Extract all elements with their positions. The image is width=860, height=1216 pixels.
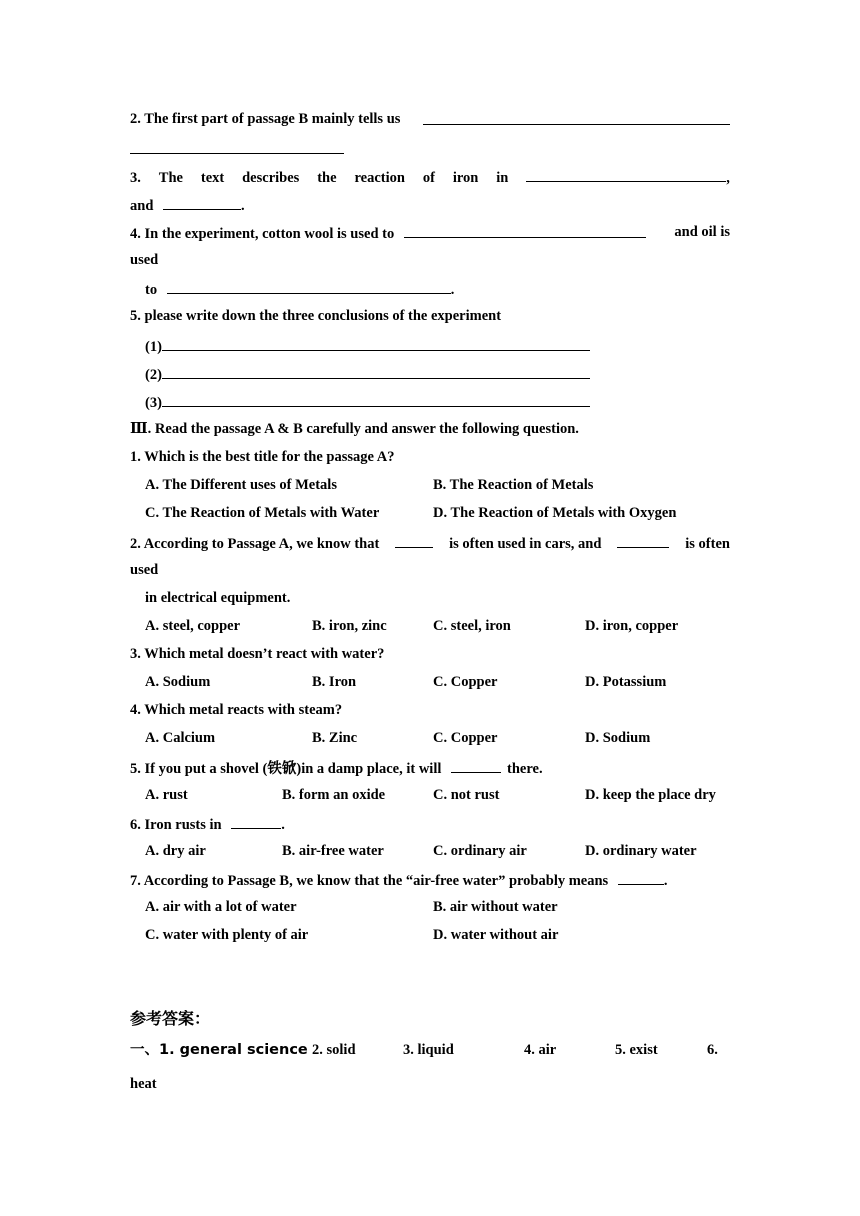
option-b: B. air-free water <box>282 843 384 859</box>
option-b: B. form an oxide <box>282 787 386 803</box>
option-a: A. rust <box>145 787 188 803</box>
option-b: B. iron, zinc <box>312 618 387 634</box>
conclusion-line <box>145 336 590 356</box>
question-text: 7. According to Passage B, we know that the “air-free water” probably means <box>130 873 609 889</box>
option-d: D. keep the place dry <box>585 787 716 803</box>
option-d: D. Sodium <box>585 730 651 746</box>
question-text: 4. In the experiment, cotton wool is used to <box>130 226 395 242</box>
option-c: C. The Reaction of Metals with Water <box>145 505 380 521</box>
answer-blank <box>162 364 590 379</box>
word: to <box>145 282 158 298</box>
question-c7 <box>130 870 667 890</box>
punct: . <box>281 817 285 833</box>
word: used <box>130 252 159 268</box>
word: iron <box>452 170 479 186</box>
question-b4 <box>130 223 730 243</box>
answer-blank <box>395 533 433 548</box>
question-text: 1. Which is the best title for the passage A? <box>130 449 395 465</box>
option-b: B. The Reaction of Metals <box>433 477 594 493</box>
question-text: and oil is <box>674 224 730 240</box>
option-a: A. air with a lot of water <box>145 899 297 915</box>
item-number: (2) <box>145 367 162 383</box>
answer-blank <box>163 195 241 210</box>
question-text: 5. If you put a shovel (铁锨)in a damp place, it will <box>130 761 442 777</box>
item-number: (1) <box>145 339 162 355</box>
question-text: is often used in cars, and <box>449 536 602 552</box>
word: in <box>496 170 509 186</box>
option-d: D. Potassium <box>585 674 667 690</box>
option-c: C. not rust <box>433 787 500 803</box>
question-text: 2. According to Passage A, we know that <box>130 536 380 552</box>
answer-blank <box>167 279 451 294</box>
question-b3 <box>130 167 730 187</box>
answer-blank-group <box>526 167 730 187</box>
answer-item: 6. <box>707 1042 718 1058</box>
answer-key-heading: 参考答案： <box>130 1009 211 1028</box>
option-c: C. steel, iron <box>433 618 511 634</box>
question-text: 3. Which metal doesn’t react with water? <box>130 646 385 662</box>
punct: . <box>450 282 455 298</box>
answer-item: heat <box>130 1076 157 1092</box>
question-text: in electrical equipment. <box>145 590 291 606</box>
option-c: C. water with plenty of air <box>145 927 309 943</box>
punct: . <box>663 873 668 889</box>
question-c2-used <box>130 561 158 579</box>
answer-blank <box>162 336 590 351</box>
word: The <box>158 170 183 186</box>
question-c2 <box>130 533 730 553</box>
word: text <box>200 170 225 186</box>
punct: . <box>241 198 245 214</box>
question-c1 <box>130 448 395 466</box>
question-text: 4. Which metal reacts with steam? <box>130 702 343 718</box>
word: of <box>422 170 435 186</box>
option-c: C. ordinary air <box>433 843 527 859</box>
word: the <box>317 170 337 186</box>
answer-item: 4. air <box>524 1042 557 1058</box>
question-c5 <box>130 758 543 778</box>
question-b2 <box>130 110 400 128</box>
question-text: 6. Iron rusts in <box>130 817 222 833</box>
question-text: is often <box>685 536 730 552</box>
answer-item: 2. solid <box>312 1042 356 1058</box>
option-a: A. dry air <box>145 843 206 859</box>
question-b4-used <box>130 251 158 269</box>
word: and <box>130 198 154 214</box>
heading-text: Ⅲ. Read the passage A & B carefully and answer the following question. <box>130 421 579 437</box>
question-c2-line3 <box>145 589 290 607</box>
option-a: A. Sodium <box>145 674 211 690</box>
answer-blank <box>423 124 730 125</box>
option-b: B. Zinc <box>312 730 358 746</box>
question-text: there. <box>507 761 543 777</box>
answer-item: 3. liquid <box>403 1042 454 1058</box>
question-c6 <box>130 814 285 834</box>
option-a: A. Calcium <box>145 730 216 746</box>
answer-blank <box>404 223 646 238</box>
answer-blank <box>617 533 669 548</box>
answer-item: 5. exist <box>615 1042 658 1058</box>
option-b: B. air without water <box>433 899 558 915</box>
answer-blank <box>130 153 344 154</box>
question-b4-to <box>145 279 454 299</box>
word: 3. <box>130 170 141 186</box>
option-c: C. Copper <box>433 674 498 690</box>
option-d: D. iron, copper <box>585 618 679 634</box>
answer-blank <box>162 392 590 407</box>
option-d: D. The Reaction of Metals with Oxygen <box>433 505 677 521</box>
question-c3 <box>130 645 384 663</box>
word: used <box>130 562 159 578</box>
question-c4 <box>130 701 342 719</box>
option-b: B. Iron <box>312 674 357 690</box>
option-a: A. The Different uses of Metals <box>145 477 337 493</box>
answer-blank <box>451 758 501 773</box>
option-d: D. water without air <box>433 927 559 943</box>
option-c: C. Copper <box>433 730 498 746</box>
answer-blank <box>526 167 726 182</box>
conclusion-line <box>145 364 590 384</box>
word: reaction <box>354 170 405 186</box>
answer-item <box>130 1041 308 1059</box>
question-b5 <box>130 307 501 325</box>
question-text: 2. The first part of passage B mainly tells us <box>130 111 401 127</box>
section-heading <box>130 420 579 438</box>
punct: , <box>726 170 730 186</box>
option-d: D. ordinary water <box>585 843 697 859</box>
question-text: 5. please write down the three conclusions of the experiment <box>130 308 502 324</box>
option-a: A. steel, copper <box>145 618 241 634</box>
answer-blank <box>618 870 664 885</box>
conclusion-line <box>145 392 590 412</box>
answer-blank <box>231 814 281 829</box>
question-b3-line2 <box>130 195 245 215</box>
answer-text: 一、1. general science <box>130 1042 308 1058</box>
item-number: (3) <box>145 395 162 411</box>
word: describes <box>242 170 300 186</box>
